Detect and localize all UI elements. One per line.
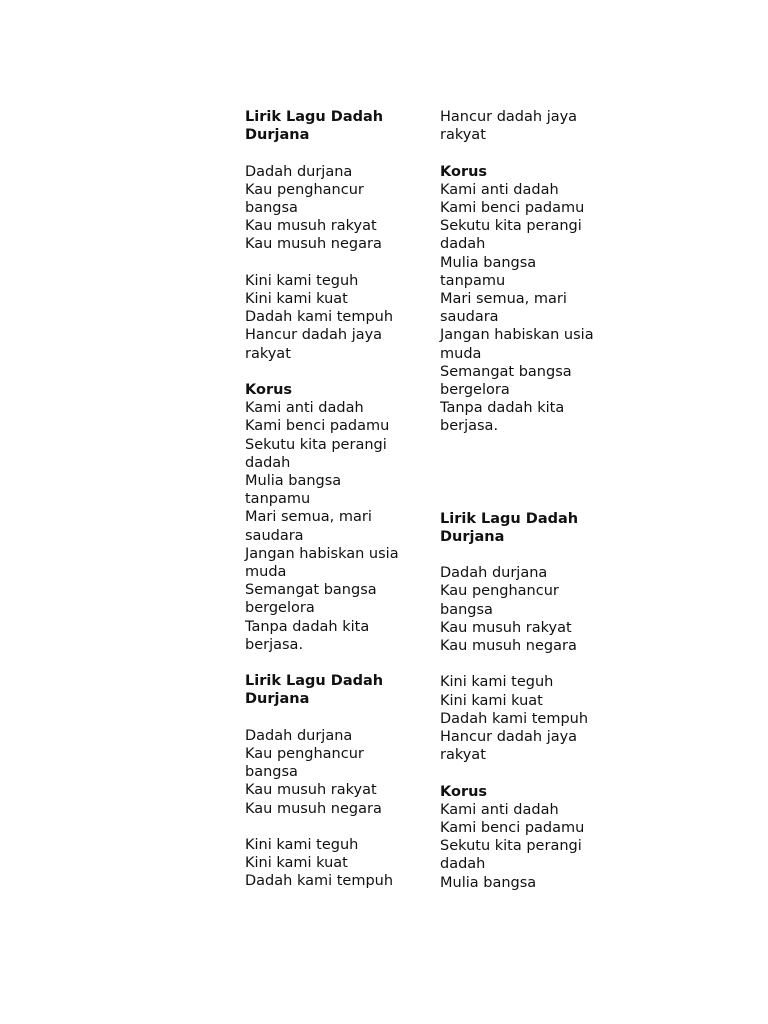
- song-title: Lirik Lagu Dadah Durjana: [245, 109, 384, 144]
- song-title: Lirik Lagu Dadah Durjana: [245, 673, 384, 708]
- lyric-line: Sekutu kita perangi dadah: [245, 436, 387, 471]
- lyric-line: Dadah kami tempuh: [245, 873, 394, 890]
- lyric-line: Hancur dadah jaya rakyat: [440, 729, 578, 764]
- korus: [245, 399, 410, 654]
- lyric-line: Kau musuh rakyat: [440, 619, 572, 636]
- lyric-line: Kini kami teguh: [245, 272, 359, 289]
- lyric-line: Tanpa dadah kita berjasa.: [245, 618, 370, 653]
- lyric-line: Tanpa dadah kita berjasa.: [440, 400, 565, 435]
- verse-1: [440, 564, 605, 655]
- korus: [440, 801, 605, 892]
- lyric-line: Kini kami teguh: [245, 837, 359, 854]
- lyric-line: Kau musuh negara: [245, 800, 382, 817]
- lyric-line: Kini kami kuat: [245, 855, 348, 872]
- lyric-line: Kau musuh rakyat: [245, 782, 377, 799]
- verse-4: [245, 836, 410, 891]
- lyric-line: Dadah kami tempuh: [440, 710, 589, 727]
- lyric-line: Dadah durjana: [440, 565, 548, 582]
- lyric-line: Kami anti dadah: [440, 801, 559, 818]
- lyric-line: Kami anti dadah: [245, 400, 364, 417]
- lyric-line: Jangan habiskan usia muda: [245, 545, 399, 581]
- lead-lines: [440, 108, 605, 144]
- lyric-line: Kami anti dadah: [440, 181, 559, 198]
- song-title: Lirik Lagu Dadah Durjana: [440, 510, 579, 545]
- lyric-line: Kau musuh rakyat: [245, 218, 377, 235]
- lyric-line: Mulia bangsa: [440, 874, 537, 891]
- lyric-line: Hancur dadah jaya rakyat: [440, 109, 578, 144]
- lyric-line: Semangat bangsa bergelora: [440, 363, 572, 399]
- lyric-line: Kami benci padamu: [245, 418, 390, 435]
- lyric-line: Mulia bangsa tanpamu: [440, 254, 537, 289]
- korus-label: Korus: [245, 382, 293, 398]
- lyric-line: Dadah kami tempuh: [245, 309, 394, 326]
- lyric-line: Kami benci padamu: [440, 820, 585, 837]
- lyric-line: Kini kami teguh: [440, 674, 554, 691]
- left-column: [245, 108, 410, 891]
- verse-1: [245, 163, 410, 254]
- korus-label: Korus: [440, 163, 488, 180]
- korus: [440, 181, 605, 436]
- lyric-line: Kini kami kuat: [440, 692, 543, 709]
- right-column: [440, 108, 605, 892]
- lyric-line: Kau penghancur bangsa: [440, 583, 559, 618]
- lyric-line: Dadah durjana: [245, 163, 353, 180]
- lyric-line: Kau penghancur bangsa: [245, 181, 364, 216]
- lyric-line: Jangan habiskan usia muda: [440, 327, 594, 362]
- lyric-line: Semangat bangsa bergelora: [245, 582, 377, 617]
- lyric-line: Sekutu kita perangi dadah: [440, 218, 582, 253]
- lyric-line: Kami benci padamu: [440, 200, 585, 216]
- lyric-line: Sekutu kita perangi dadah: [440, 838, 582, 873]
- korus-label: Korus: [440, 783, 488, 800]
- lyric-line: Mari semua, mari saudara: [440, 291, 567, 326]
- lyric-line: Kau musuh negara: [440, 638, 577, 655]
- lyric-line: Kau penghancur bangsa: [245, 746, 364, 781]
- verse-2: [245, 272, 410, 363]
- verse-2: [440, 673, 605, 764]
- verse-3: [245, 727, 410, 818]
- lyric-line: Kini kami kuat: [245, 291, 348, 307]
- lyric-line: Kau musuh negara: [245, 236, 382, 253]
- lyric-line: Dadah durjana: [245, 727, 353, 744]
- lyric-line: Hancur dadah jaya rakyat: [245, 327, 383, 362]
- lyric-line: Mari semua, mari saudara: [245, 509, 372, 544]
- lyric-line: Mulia bangsa tanpamu: [245, 473, 342, 508]
